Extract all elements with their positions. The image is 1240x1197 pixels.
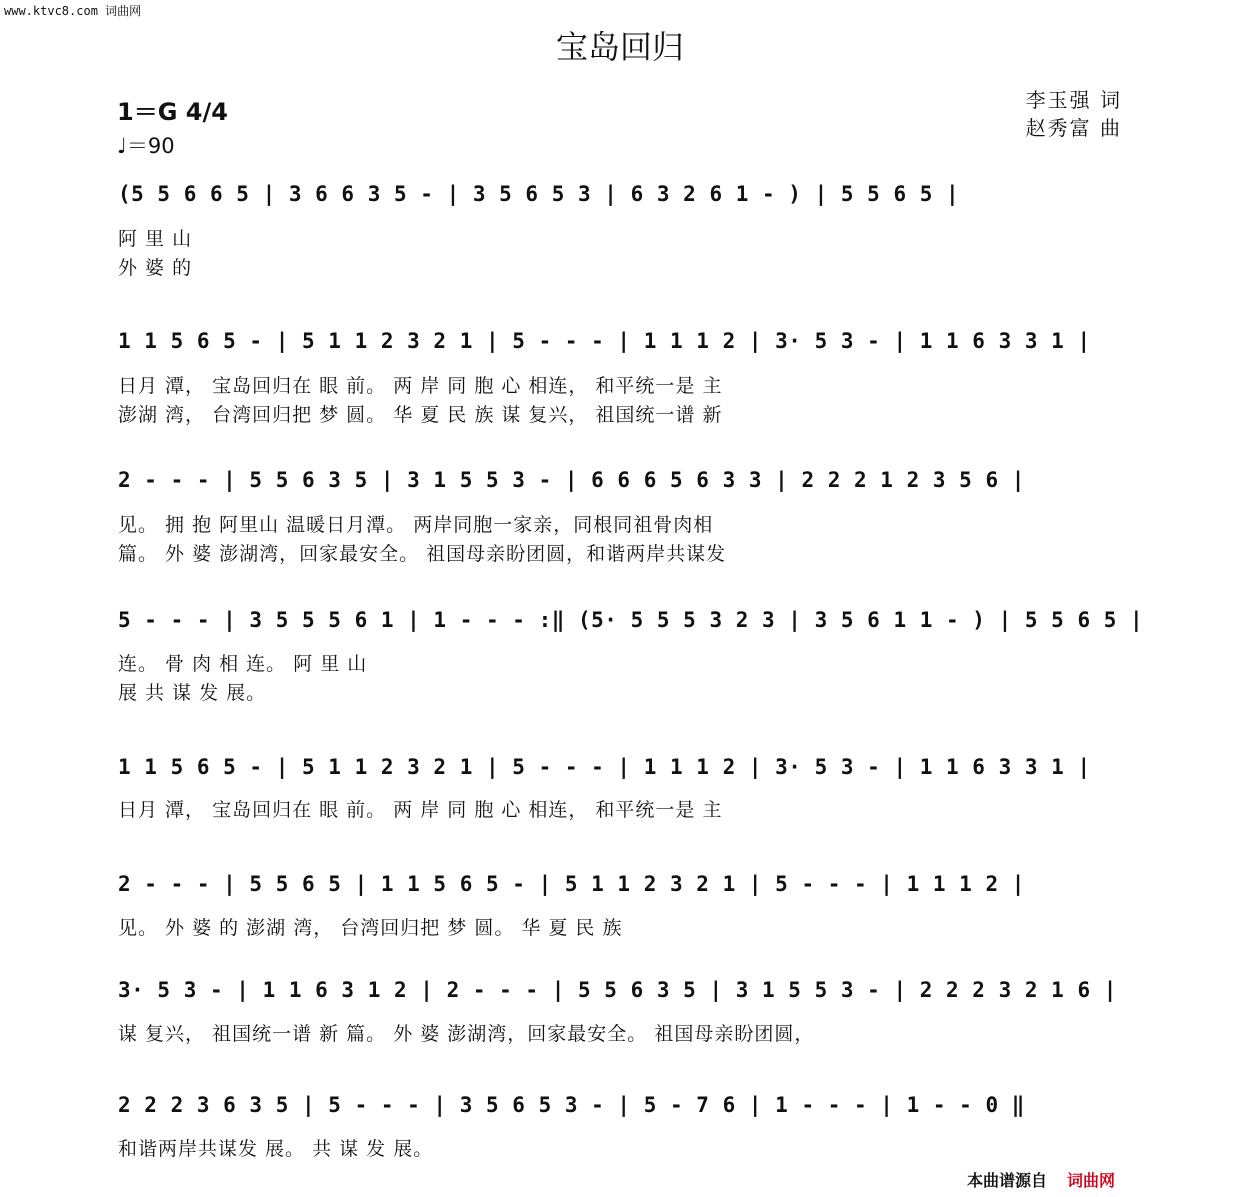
notation-line-5: 1 1 5 6 5 - | 5 1 1 2 3 2 1 | 5 - - - | 1 1 1 2 | 3· 5 3 - | 1 1 6 3 3 1 | — [118, 755, 1091, 779]
notation-line-2: 1 1 5 6 5 - | 5 1 1 2 3 2 1 | 5 - - - | 1 1 1 2 | 3· 5 3 - | 1 1 6 3 3 1 | — [118, 329, 1091, 353]
lyricist-credit: 李玉强 词 — [1025, 88, 1122, 112]
song-title: 宝岛回归 — [555, 28, 684, 66]
lyric-line-3b: 篇。 外 婆 澎湖湾，回家最安全。 祖国母亲盼团圆，和谐两岸共谋发 — [118, 543, 727, 565]
footer-brand-link[interactable]: 词曲网 — [1066, 1171, 1115, 1190]
notation-line-1: (5 5 6 6 5 | 3 6 6 3 5 - | 3 5 6 5 3 | 6 3 2 6 1 - ) | 5 5 6 5 | — [118, 182, 960, 206]
footer-source-label: 本曲谱源自 — [966, 1171, 1047, 1190]
tempo-marking: ♩＝90 — [117, 134, 175, 158]
lyric-line-4a: 连。 骨 肉 相 连。 阿 里 山 — [118, 653, 368, 675]
notation-line-8: 2 2 2 3 6 3 5 | 5 - - - | 3 5 6 5 3 - | 5 - 7 6 | 1 - - - | 1 - - 0 ‖ — [118, 1093, 1025, 1117]
lyric-line-2b: 澎湖 湾， 台湾回归把 梦 圆。 华 夏 民 族 谋 复兴， 祖国统一谱 新 — [118, 404, 723, 426]
footer-source — [967, 1168, 1115, 1191]
key-signature: 1＝G 4/4 — [117, 98, 228, 126]
lyric-line-2a: 日月 潭， 宝岛回归在 眼 前。 两 岸 同 胞 心 相连， 和平统一是 主 — [118, 375, 723, 397]
lyric-line-4b: 展 共 谋 发 展。 — [118, 682, 267, 704]
lyric-line-6a: 见。 外 婆 的 澎湖 湾， 台湾回归把 梦 圆。 华 夏 民 族 — [118, 917, 623, 939]
lyric-line-3a: 见。 拥 抱 阿里山 温暖日月潭。 两岸同胞一家亲，同根同祖骨肉相 — [118, 514, 714, 536]
lyric-line-5a: 日月 潭， 宝岛回归在 眼 前。 两 岸 同 胞 心 相连， 和平统一是 主 — [118, 799, 723, 821]
notation-line-4: 5 - - - | 3 5 5 5 6 1 | 1 - - - :‖ (5· 5 5 5 3 2 3 | 3 5 6 1 1 - ) | 5 5 6 5 | — [118, 608, 1144, 632]
lyric-line-1a: 阿 里 山 — [118, 228, 193, 250]
notation-line-3: 2 - - - | 5 5 6 3 5 | 3 1 5 5 3 - | 6 6 6 5 6 3 3 | 2 2 2 1 2 3 5 6 | — [118, 468, 1025, 492]
composer-credit: 赵秀富 曲 — [1025, 116, 1122, 140]
lyric-line-7a: 谋 复兴， 祖国统一谱 新 篇。 外 婆 澎湖湾，回家最安全。 祖国母亲盼团圆， — [118, 1023, 815, 1045]
watermark: www.ktvc8.com 词曲网 — [4, 4, 142, 18]
notation-line-6: 2 - - - | 5 5 6 5 | 1 1 5 6 5 - | 5 1 1 2 3 2 1 | 5 - - - | 1 1 1 2 | — [118, 872, 1025, 896]
lyric-line-8a: 和谐两岸共谋发 展。 共 谋 发 展。 — [118, 1138, 434, 1160]
lyric-line-1b: 外 婆 的 — [118, 257, 193, 279]
notation-line-7: 3· 5 3 - | 1 1 6 3 1 2 | 2 - - - | 5 5 6 3 5 | 3 1 5 5 3 - | 2 2 2 3 2 1 6 | — [118, 978, 1117, 1002]
